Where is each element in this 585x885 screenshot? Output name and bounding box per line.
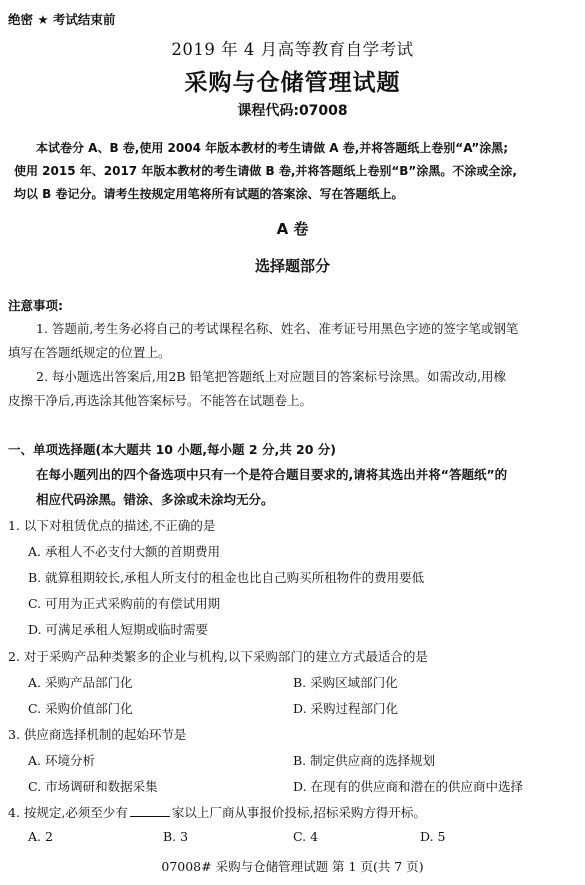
- question-4-stem: [8, 803, 426, 821]
- question-2-option-d: D. 采购过程部门化: [293, 701, 399, 716]
- page-footer: 07008# 采购与仓储管理试题 第 1 页(共 7 页): [161, 859, 424, 874]
- note-line-3: 2. 每小题选出答案后,用2B 铅笔把答题纸上对应题目的答案标号涂黑。如需改动,用橡: [36, 369, 506, 384]
- intro-line-2: 使用 2015 年、2017 年版本教材的考生请做 B 卷,并将答题纸上卷别“B”涂黑。不涂或全涂,: [14, 164, 517, 178]
- question-1-option-d: D. 可满足承租人短期或临时需要: [28, 622, 209, 637]
- notes-heading: 注意事项:: [8, 298, 63, 313]
- intro-line-1: 本试卷分 A、B 卷,使用 2004 年版本教材的考生请做 A 卷,并将答题纸上卷别“A”涂黑;: [36, 141, 509, 155]
- question-3-stem: 3. 供应商选择机制的起始环节是: [8, 727, 187, 742]
- question-4-option-a: A. 2: [28, 829, 53, 844]
- intro-line-3: 均以 B 卷记分。请考生按规定用笔将所有试题的答案涂、写在答题纸上。: [14, 187, 404, 201]
- volume-label: A 卷: [276, 220, 309, 238]
- question-4-option-c: C. 4: [293, 829, 319, 844]
- question-2-option-b: B. 采购区域部门化: [293, 675, 398, 690]
- question-3-option-a: A. 环境分析: [28, 753, 95, 768]
- question-3-option-c: C. 市场调研和数据采集: [28, 779, 158, 794]
- course-code: 课程代码:07008: [237, 103, 348, 119]
- question-1-option-a: A. 承租人不必支付大额的首期费用: [28, 544, 220, 559]
- question-2-option-c: C. 采购价值部门化: [28, 701, 133, 716]
- question-4-option-b: B. 3: [163, 829, 189, 844]
- question-3-option-b: B. 制定供应商的选择规划: [293, 753, 436, 768]
- question-1-option-c: C. 可用为正式采购前的有偿试用期: [28, 596, 221, 611]
- part-label: 选择题部分: [254, 257, 330, 275]
- secret-mark: 绝密 ★ 考试结束前: [8, 12, 116, 27]
- question-1-option-b: B. 就算租期较长,承租人所支付的租金也比自己购买所租物件的费用要低: [28, 570, 425, 585]
- answer-blank: [130, 806, 170, 817]
- question-4-stem-before: 4. 按规定,必须至少有: [8, 805, 128, 820]
- section-heading: 一、单项选择题(本大题共 10 小题,每小题 2 分,共 20 分): [8, 442, 337, 457]
- question-4-stem-after: 家以上厂商从事报价投标,招标采购方得开标。: [171, 805, 426, 820]
- section-instruction-2: 相应代码涂黑。错涂、多涂或未涂均无分。: [36, 492, 274, 507]
- question-1-stem: 1. 以下对租赁优点的描述,不正确的是: [8, 518, 216, 533]
- exam-title: 2019 年 4 月高等教育自学考试: [171, 40, 414, 59]
- note-line-4: 皮擦干净后,再选涂其他答案标号。不能答在试题卷上。: [8, 393, 312, 408]
- question-2-stem: 2. 对于采购产品种类繁多的企业与机构,以下采购部门的建立方式最适合的是: [8, 649, 428, 664]
- question-3-option-d: D. 在现有的供应商和潜在的供应商中选择: [293, 779, 524, 794]
- note-line-2: 填写在答题纸规定的位置上。: [8, 345, 171, 360]
- subject-title: 采购与仓储管理试题: [184, 70, 401, 96]
- note-line-1: 1. 答题前,考生务必将自己的考试课程名称、姓名、准考证号用黑色字迹的签字笔或钢笔: [36, 321, 519, 336]
- question-4-option-d: D. 5: [420, 829, 446, 844]
- section-instruction-1: 在每小题列出的四个备选项中只有一个是符合题目要求的,请将其选出并将“答题纸”的: [36, 467, 508, 482]
- question-2-option-a: A. 采购产品部门化: [28, 675, 133, 690]
